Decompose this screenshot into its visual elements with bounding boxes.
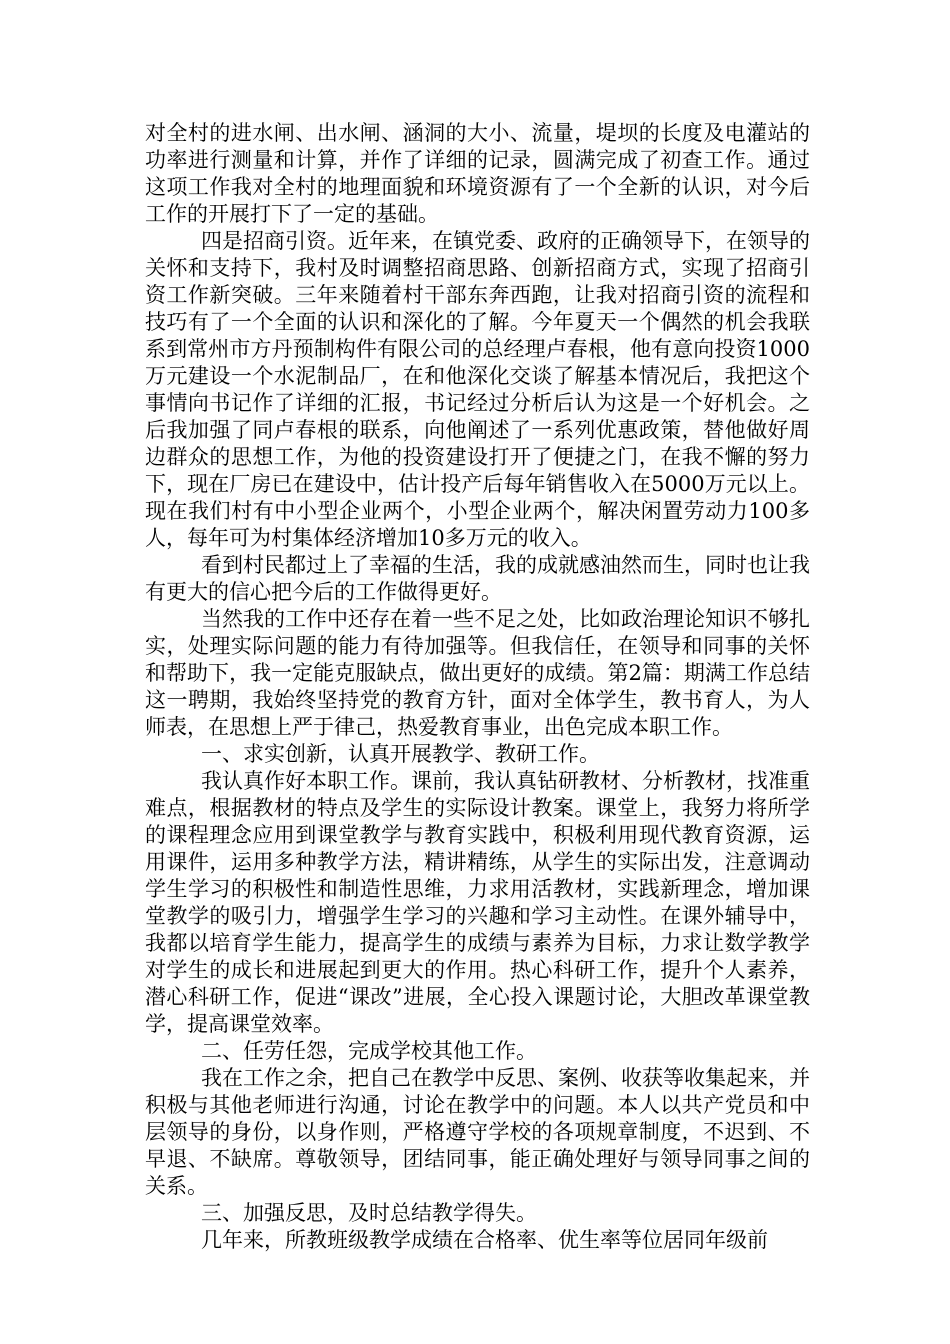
paragraph: 几年来，所教班级教学成绩在合格率、优生率等位居同年级前 xyxy=(201,1228,768,1252)
section-heading: 三、加强反思，及时总结教学得失。 xyxy=(201,1201,537,1225)
document-page xyxy=(145,120,810,1254)
paragraph: 当然我的工作中还存在着一些不足之处，比如政治理论知识不够扎实，处理实际问题的能力有待加强等。但我信任，在领导和同事的关怀和帮助下，我一定能克服缺点，做出更好的成绩。第2篇：期满工作总结这一聘期，我始终坚持党的教育方针，面对全体学生，教书育人，为人师表，在思想上严于律己，热爱教育事业，出色完成本职工作。 xyxy=(145,607,810,739)
paragraph: 我在工作之余，把自己在教学中反思、案例、收获等收集起来，并积极与其他老师进行沟通，讨论在教学中的问题。本人以共产党员和中层领导的身份，以身作则，严格遵守学校的各项规章制度，不迟到、不早退、不缺席。尊敬领导，团结同事，能正确处理好与领导同事之间的关系。 xyxy=(145,1066,810,1198)
paragraph: 我认真作好本职工作。课前，我认真钻研教材、分析教材，找准重难点，根据教材的特点及学生的实际设计教案。课堂上，我努力将所学的课程理念应用到课堂教学与教育实践中，积极利用现代教育资源，运用课件，运用多种教学方法，精讲精练，从学生的实际出发，注意调动学生学习的积极性和制造性思维，力求用活教材，实践新理念，增加课堂教学的吸引力，增强学生学习的兴趣和学习主动性。在课外辅导中，我都以培育学生能力，提高学生的成绩与素养为目标，力求让数学教学对学生的成长和进展起到更大的作用。热心科研工作，提升个人素养，潜心科研工作，促进“课改”进展，全心投入课题讨论，大胆改革课堂教学，提高课堂效率。 xyxy=(145,769,810,1036)
section-heading: 一、求实创新，认真开展教学、教研工作。 xyxy=(201,742,600,766)
paragraph: 对全村的进水闸、出水闸、涵洞的大小、流量，堤坝的长度及电灌站的功率进行测量和计算，并作了详细的记录，圆满完成了初查工作。通过这项工作我对全村的地理面貌和环境资源有了一个全新的认识，对今后工作的开展打下了一定的基础。 xyxy=(145,121,810,226)
paragraph: 看到村民都过上了幸福的生活，我的成就感油然而生，同时也让我有更大的信心把今后的工作做得更好。 xyxy=(145,553,810,604)
paragraph: 四是招商引资。近年来，在镇党委、政府的正确领导下，在领导的关怀和支持下，我村及时调整招商思路、创新招商方式，实现了招商引资工作新突破。三年来随着村干部东奔西跑，让我对招商引资的流程和技巧有了一个全面的认识和深化的了解。今年夏天一个偶然的机会我联系到常州市方丹预制构件有限公司的总经理卢春根，他有意向投资1000万元建设一个水泥制品厂，在和他深化交谈了解基本情况后，我把这个事情向书记作了详细的汇报，书记经过分析后认为这是一个好机会。之后我加强了同卢春根的联系，向他阐述了一系列优惠政策，替他做好周边群众的思想工作，为他的投资建设打开了便捷之门，在我不懈的努力下，现在厂房已在建设中，估计投产后每年销售收入在5000万元以上。现在我们村有中小型企业两个，小型企业两个，解决闲置劳动力100多人，每年可为村集体经济增加10多万元的收入。 xyxy=(145,229,810,550)
section-heading: 二、任劳任怨，完成学校其他工作。 xyxy=(201,1039,537,1063)
